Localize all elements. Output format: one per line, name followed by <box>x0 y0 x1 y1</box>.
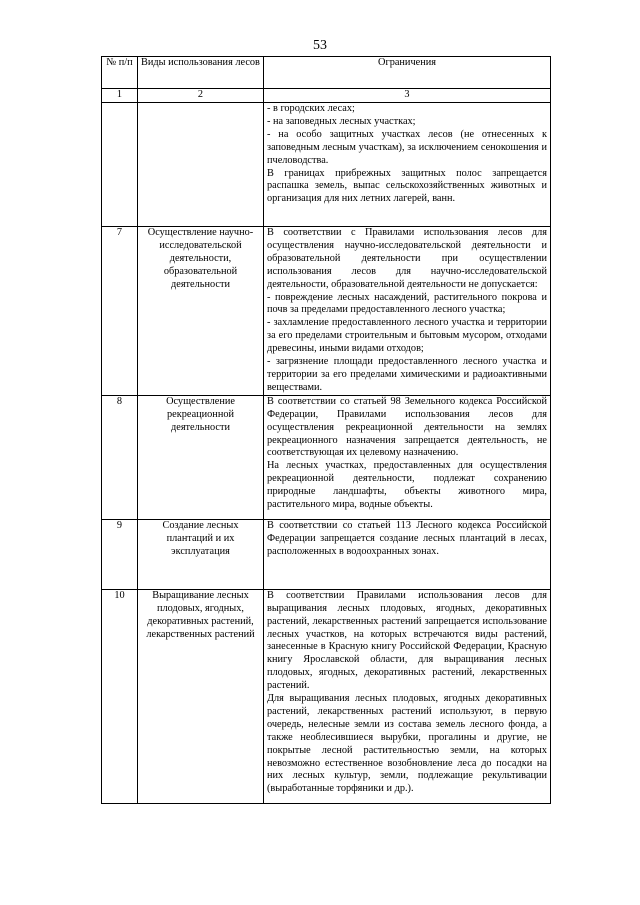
header-restrictions: Ограничения <box>264 57 551 89</box>
table-row <box>102 519 551 589</box>
restriction-line: В соответствии со статьей 98 Земельного кодекса Российской Федерации, Правилами использования лесов для осуществления рекреационной деятельности на землях рекреационного назначения запрещается деятельность, не соответствующая их целевому назначению. <box>267 395 547 459</box>
header-number: № п/п <box>102 57 138 89</box>
row-restrictions <box>264 227 551 396</box>
row-usage-type <box>138 103 264 227</box>
row-restrictions <box>264 589 551 803</box>
restriction-line: В границах прибрежных защитных полос запрещается распашка земель, выпас сельскохозяйственных животных и организация для них летних лагерей, ванн. <box>267 167 547 205</box>
index-cell: 1 <box>102 89 138 103</box>
table-row <box>102 227 551 396</box>
restriction-line: На лесных участках, предоставленных для осуществления рекреационной деятельности, подлежат сохранению природные ландшафты, объекты животного мира, растительного мира, водные объекты. <box>267 460 547 511</box>
restriction-line: - загрязнение площади предоставленного лесного участка и территории за его пределами химическими и радиоактивными веществами. <box>267 356 547 393</box>
row-number: 9 <box>102 519 138 589</box>
table-row <box>102 103 551 227</box>
row-number: 7 <box>102 227 138 396</box>
restriction-line: В соответствии с Правилами использования лесов для осуществления научно-исследовательской деятельности и образовательной деятельности при осуществлении использования лесов для научно-исследовательской деятельности, образовательной деятельности не допускается: <box>267 227 547 290</box>
index-cell: 2 <box>138 89 264 103</box>
table-row <box>102 589 551 803</box>
restriction-line: Для выращивания лесных плодовых, ягодных декоративных растений, лекарственных растений используют, в первую очередь, нелесные земли из состава земель лесного фонда, а также необлесившиеся вырубки, прогалины и другие, не покрытые лесной растительностью земли, на которых невозможно естественное возобновление леса до посадки на них лесных культур, земли, подлежащие рекультивации (выработанные торфяники и др.). <box>267 693 547 795</box>
restriction-line: - на особо защитных участках лесов (не отнесенных к заповедным лесным участкам), за исключением сенокошения и пчеловодства. <box>267 128 547 166</box>
row-number: 8 <box>102 395 138 519</box>
table-header-row <box>102 57 551 89</box>
row-number: 10 <box>102 589 138 803</box>
header-usage-type: Виды использования лесов <box>138 57 264 89</box>
row-usage-type: Осуществление рекреационной деятельности <box>138 395 264 519</box>
restriction-line: - в городских лесах; <box>267 103 355 114</box>
row-number <box>102 103 138 227</box>
row-restrictions <box>264 103 551 227</box>
page-number: 53 <box>313 38 327 53</box>
row-restrictions <box>264 519 551 589</box>
restriction-line: - на заповедных лесных участках; <box>267 115 416 127</box>
table-row <box>102 395 551 519</box>
restriction-line: - захламление предоставленного лесного участка и территории за его пределами строительным и бытовым мусором, отходами древесины, иными видами отходов; <box>267 317 547 355</box>
index-cell: 3 <box>264 89 551 103</box>
table-index-row <box>102 89 551 103</box>
restriction-line: - повреждение лесных насаждений, растительного покрова и почв за пределами предоставленного лесного участка; <box>267 291 547 316</box>
row-usage-type: Осуществление научно-исследовательской деятельности, образовательной деятельности <box>138 227 264 396</box>
restriction-line: В соответствии Правилами использования лесов для выращивания лесных плодовых, ягодных, декоративных растений, лекарственных растений запрещается использование лесных участков, на которых встречаются виды растений, занесенные в Красную книгу Российской Федерации, Красную книгу Ярославской области, для выращивания лесных плодовых, ягодных, декоративных растений, лекарственных растений. <box>267 589 547 692</box>
row-usage-type: Создание лесных плантаций и их эксплуатация <box>138 519 264 589</box>
restriction-line: В соответствии со статьей 113 Лесного кодекса Российской Федерации запрещается создание лесных плантаций в лесах, расположенных в водоохранных зонах. <box>267 519 547 557</box>
restrictions-table <box>101 56 551 804</box>
row-usage-type: Выращивание лесных плодовых, ягодных, декоративных растений, лекарственных растений <box>138 589 264 803</box>
row-restrictions <box>264 395 551 519</box>
